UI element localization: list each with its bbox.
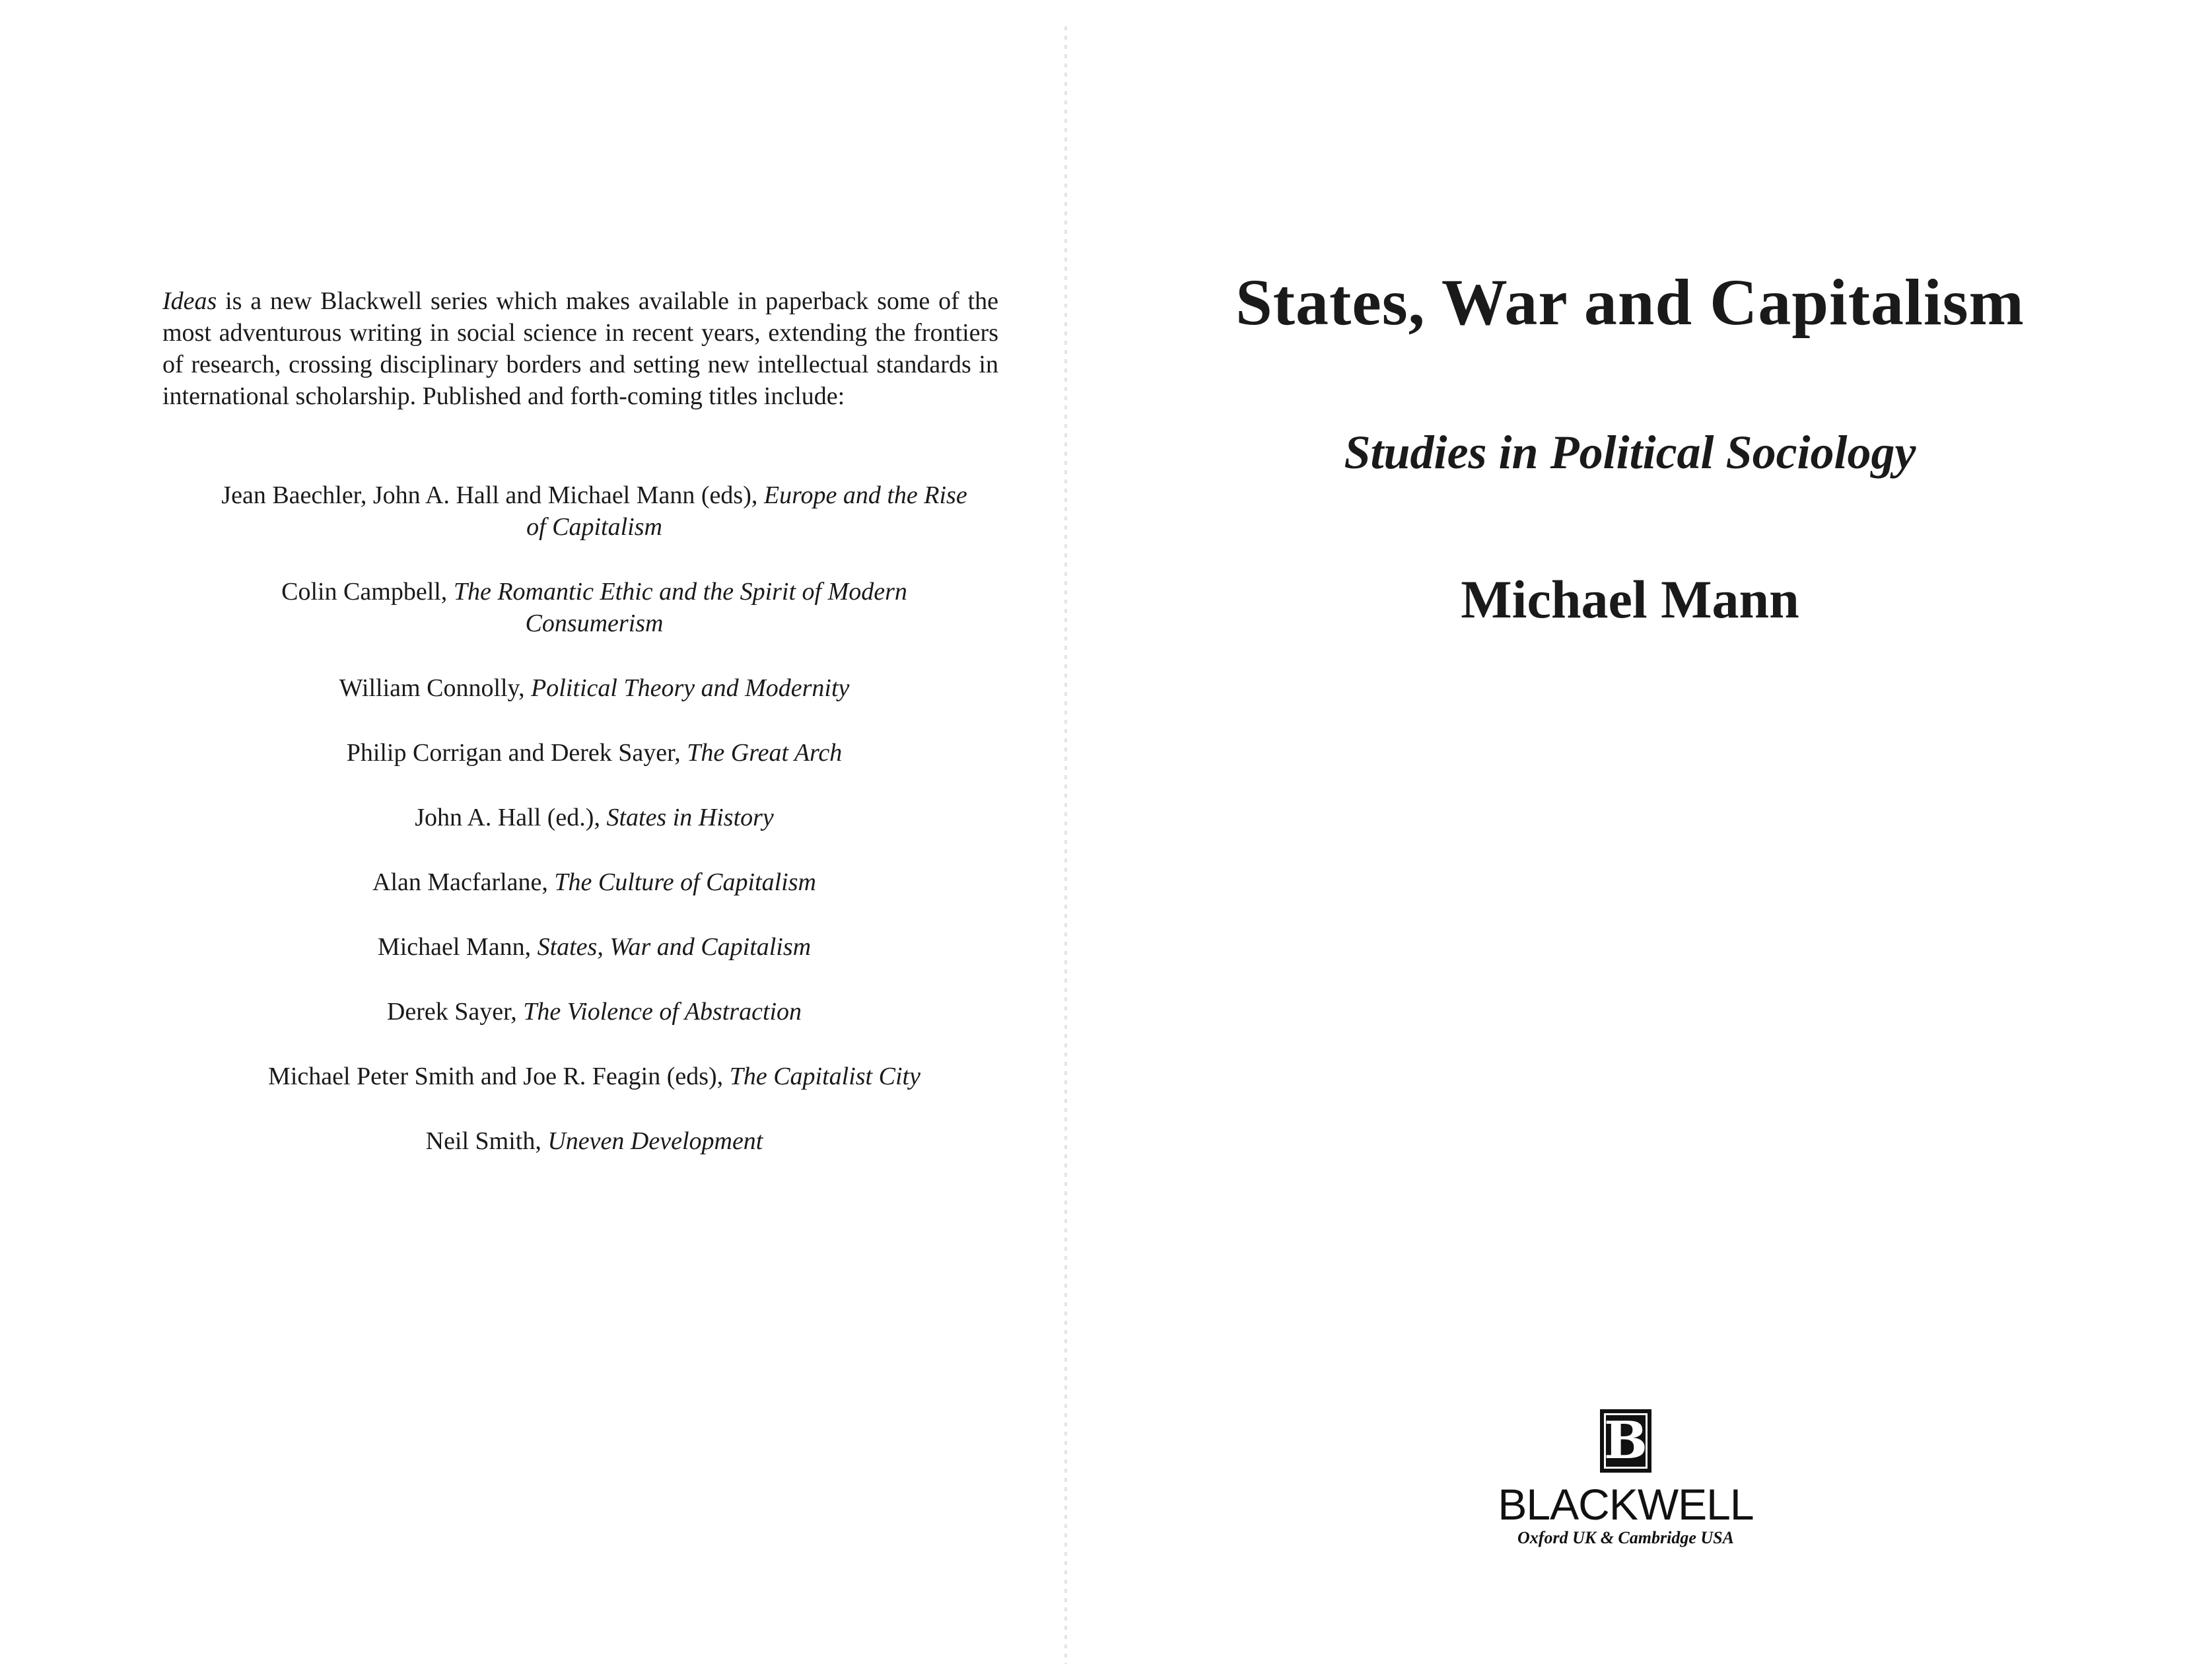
title-book: The Capitalist City: [729, 1063, 920, 1090]
title-book: Europe and the Rise of Capitalism: [526, 481, 967, 541]
title-author: Alan Macfarlane,: [372, 868, 555, 896]
book-title: States, War and Capitalism: [1235, 265, 2025, 339]
title-book: The Violence of Abstraction: [523, 998, 802, 1026]
list-item: [211, 576, 977, 639]
title-author: John A. Hall (ed.),: [415, 804, 607, 831]
title-book: States, War and Capitalism: [537, 933, 812, 961]
publisher-places: Oxford UK & Cambridge USA: [1517, 1528, 1734, 1547]
list-item: [119, 931, 1070, 963]
title-book: Uneven Development: [547, 1127, 763, 1155]
title-book: The Culture of Capitalism: [554, 868, 816, 896]
publisher-mark-icon: [1600, 1409, 1651, 1473]
title-author: William Connolly,: [339, 674, 532, 702]
title-book: The Great Arch: [687, 739, 843, 767]
list-item: [119, 866, 1070, 898]
series-title-list: [119, 479, 1070, 1190]
list-item: [119, 1061, 1070, 1092]
list-item: [211, 479, 977, 543]
title-author: Michael Peter Smith and Joe R. Feagin (eds),: [268, 1063, 730, 1090]
title-author: Neil Smith,: [425, 1127, 548, 1155]
series-intro: [162, 285, 998, 412]
publisher-mark-letter: B: [1604, 1411, 1648, 1471]
list-item: [119, 996, 1070, 1028]
list-item: [119, 737, 1070, 769]
right-page: [1073, 0, 2187, 1680]
title-author: Michael Mann,: [377, 933, 538, 961]
title-book: The Romantic Ethic and the Spirit of Modern Consumerism: [453, 578, 907, 637]
title-author: Philip Corrigan and Derek Sayer,: [346, 739, 687, 767]
book-author: Michael Mann: [1461, 569, 1799, 629]
left-page: [0, 0, 1070, 1680]
title-author: Jean Baechler, John A. Hall and Michael Mann (eds),: [221, 481, 764, 509]
publisher-name: BLACKWELL: [1498, 1480, 1754, 1529]
series-intro-text: is a new Blackwell series which makes available in paperback some of the most adventurous writing in social science in recent years, extending the frontiers of research, crossing disciplinary borders and setting new intellectual standards in international scholarship. Published and forth-coming titles include:: [162, 287, 998, 410]
list-item: [119, 672, 1070, 704]
list-item: [119, 1125, 1070, 1157]
title-author: Derek Sayer,: [386, 998, 524, 1026]
series-name: Ideas: [162, 287, 217, 315]
title-author: Colin Campbell,: [281, 578, 454, 606]
book-subtitle: Studies in Political Sociology: [1344, 426, 1916, 479]
list-item: [119, 802, 1070, 833]
title-book: Political Theory and Modernity: [531, 674, 850, 702]
publisher-logo: [1474, 1409, 1778, 1549]
title-book: States in History: [606, 804, 774, 831]
